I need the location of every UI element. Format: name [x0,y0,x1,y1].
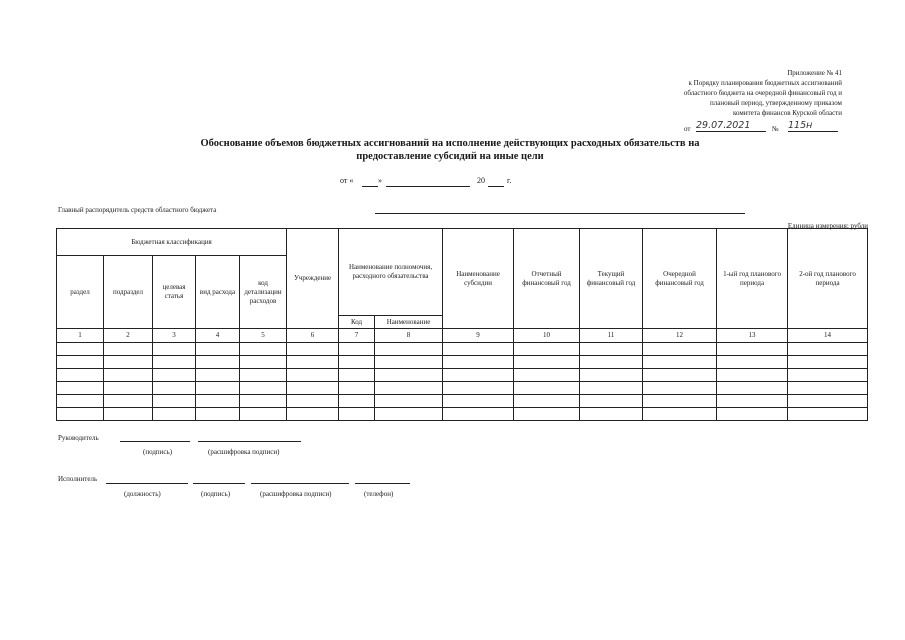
exec-caption-decode: (расшифровка подписи) [260,490,332,498]
month-blank[interactable] [386,186,470,187]
header-code: Код [339,316,375,329]
table-row [57,343,868,356]
year-suffix: г. [507,176,512,185]
col-number: 5 [240,329,287,343]
col-number: 9 [443,329,514,343]
header-name: Наименование [375,316,443,329]
header-expense-type: вид расхода [196,256,240,329]
year-blank[interactable] [488,186,504,187]
col-number: 3 [153,329,196,343]
head-signature-field[interactable] [120,441,190,442]
executor-position-field[interactable] [106,483,188,484]
exec-caption-position: (должность) [124,490,161,498]
head-caption-sign: (подпись) [143,448,173,456]
header-subsection: подраздел [104,256,153,329]
executor-signature-field[interactable] [193,483,245,484]
exec-caption-phone: (телефон) [364,490,394,498]
exec-caption-sign: (подпись) [201,490,231,498]
table-row [57,395,868,408]
appendix-date-number [684,120,844,134]
col-number: 14 [788,329,868,343]
document-title [140,137,760,163]
header-section: раздел [57,256,104,329]
header-target-article: целевая статья [153,256,196,329]
date-prefix-quote: от « [340,176,354,185]
appendix-line: Приложение № 41 [787,69,842,77]
appendix-line: комитета финансов Курской области [733,109,842,117]
col-number: 1 [57,329,104,343]
head-label: Руководитель [58,434,99,442]
header-plan-year-1: 1-ый год планового периода [717,229,788,329]
appendix-line: плановый период, утвержденному приказом [710,99,842,107]
date-close-quote: » [378,176,382,185]
executor-phone-field[interactable] [355,483,410,484]
col-number: 8 [375,329,443,343]
header-obligation: Наименование полномочия, расходного обязательства [339,229,443,316]
table-row [57,408,868,421]
date-prefix: от [684,125,691,133]
appendix-line: к Порядку планирования бюджетных ассигнований [688,79,842,87]
col-number: 4 [196,329,240,343]
col-number: 6 [287,329,339,343]
col-number: 7 [339,329,375,343]
header-plan-year-2: 2-ой год планового периода [788,229,868,329]
handwritten-date: 29.07.2021 [696,120,766,132]
header-subsidy: Наименование субсидии [443,229,514,329]
col-number: 10 [514,329,580,343]
col-number: 12 [643,329,717,343]
header-budget-classification: Бюджетная классификация [57,229,287,256]
number-prefix: № [772,125,779,133]
col-number: 11 [580,329,643,343]
header-detail-code: код детализации расходов [240,256,287,329]
executor-label: Исполнитель [58,475,98,483]
year-prefix: 20 [477,176,485,185]
handwritten-number: 115н [788,120,838,132]
table-row [57,382,868,395]
unit-label: Единица измерения: рубли [787,222,868,230]
col-number: 13 [717,329,788,343]
main-manager-label: Главный распорядитель средств областного бюджета [58,206,217,214]
appendix-block [600,68,842,118]
header-institution: Учреждение [287,229,339,329]
head-caption-decode: (расшифровка подписи) [208,448,280,456]
day-blank[interactable] [362,186,378,187]
date-line [340,176,540,190]
header-report-year: Отчетный финансовый год [514,229,580,329]
header-next-year: Очередной финансовый год [643,229,717,329]
table-row [57,356,868,369]
col-number: 2 [104,329,153,343]
header-current-year: Текущий финансовый год [580,229,643,329]
main-manager-field[interactable] [375,213,745,214]
appendix-line: областного бюджета на очередной финансовый год и [683,89,842,97]
title-line-1: Обоснование объемов бюджетных ассигнований на исполнение действующих расходных обязательств на [200,138,700,149]
table-row [57,369,868,382]
title-line-2: предоставление субсидий на иные цели [356,151,544,162]
head-decode-field[interactable] [198,441,301,442]
budget-table [56,228,868,421]
executor-decode-field[interactable] [251,483,349,484]
